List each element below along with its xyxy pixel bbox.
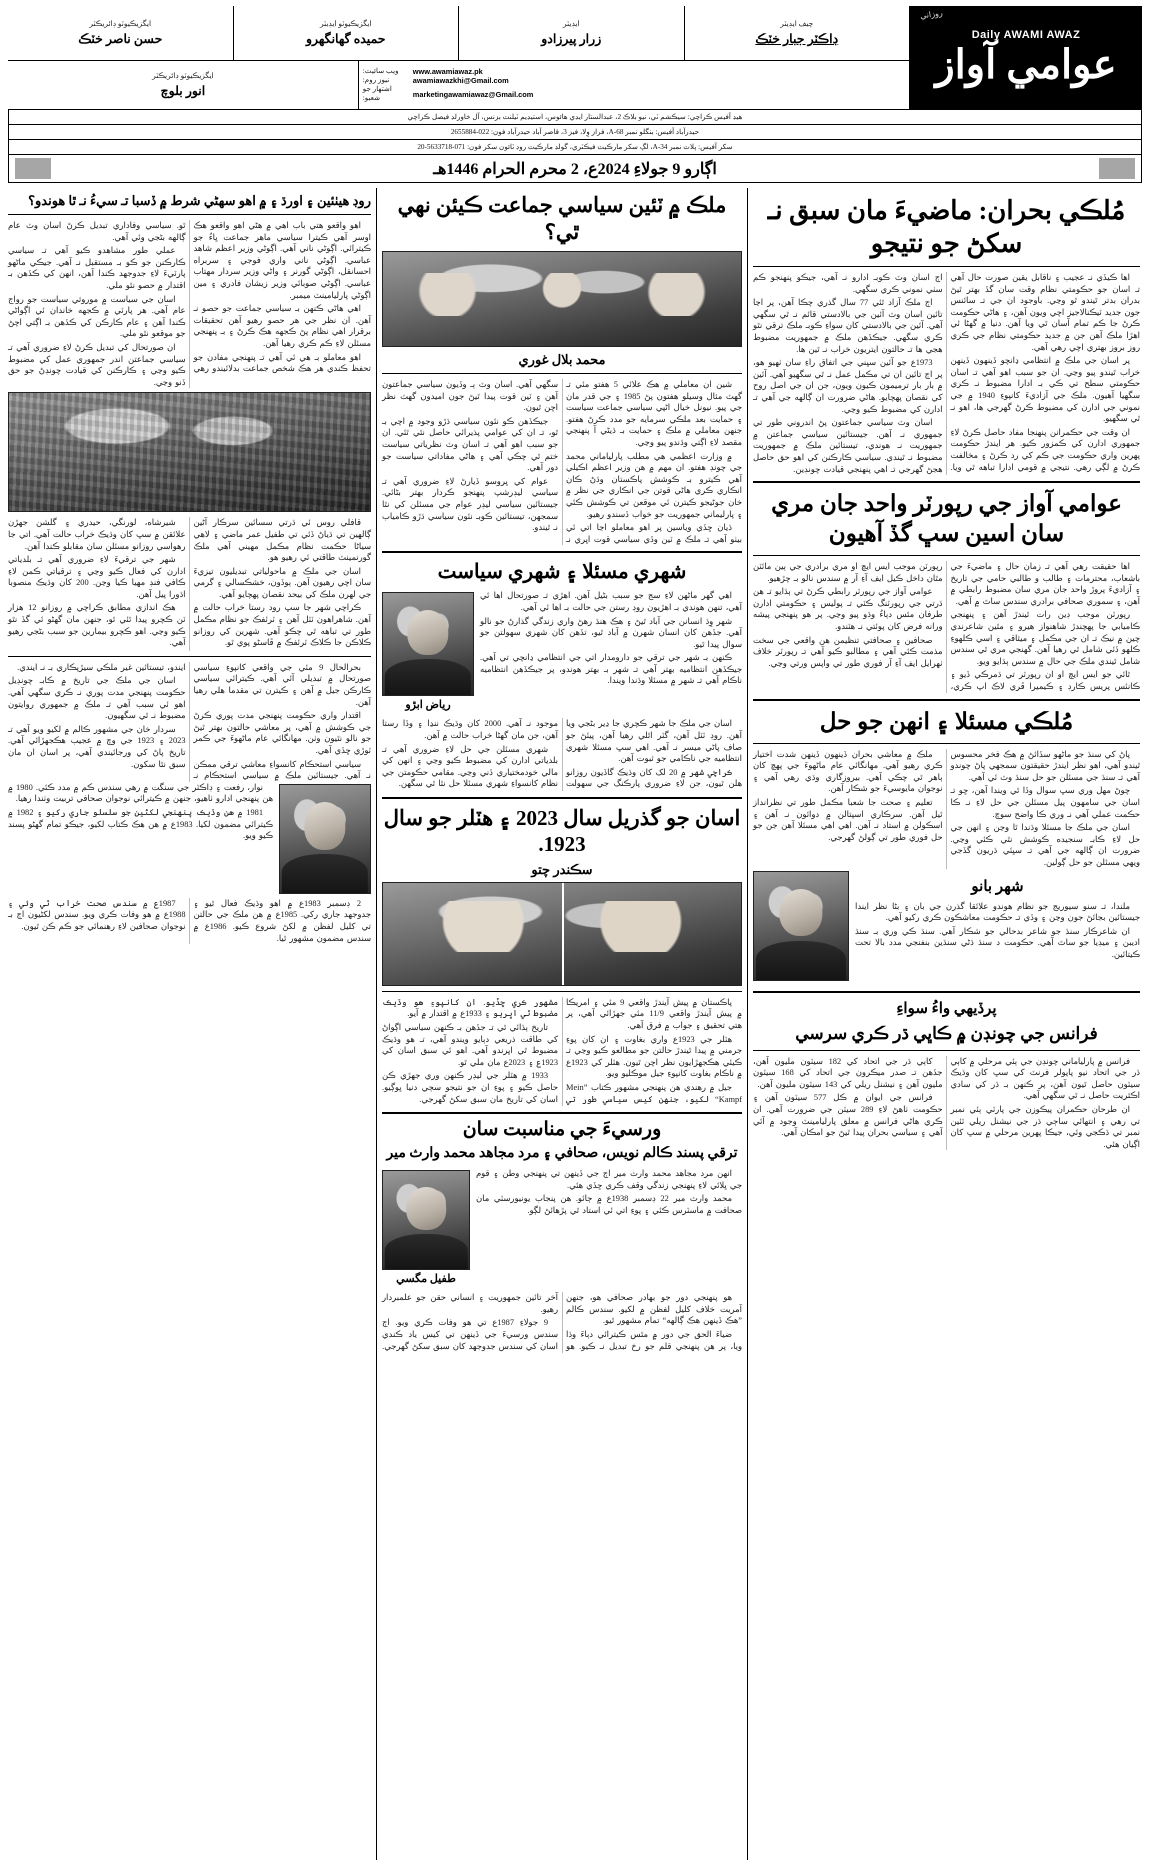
paragraph: اسان جي ملڪ جا شهر ڪچري جا ڍير بڻجي ويا آهن. روڊ ٽٽل آهن، گٽر اٿلي رهيا آهن، پيئڻ جو صاف پاڻي ميسر نـ آهي. اهي سڀ مسئلا شهري انتظاميه جي ناڪامي جو ثبوت آهن. bbox=[566, 719, 742, 764]
paragraph: چوڻ مهل وري سڀ سوال وڏا ٿي ويندا آهن، ڇو تـ اسان جي سامهون پيل مسئلن جي حل لاءِ نـ ڪا حڪمت عملي آهي نـ وري ڪا واضح سوچ. bbox=[950, 786, 1140, 819]
lead-story-headline[interactable]: مُلڪي بحران: ماضيءَ مان سبق نـ سکڻ جو نتيجو bbox=[767, 196, 1126, 258]
paragraph: ملڪ ۾ معاشي بحران ڏينهون ڏينهن شدت اختيار ڪري رهيو آهي. مهانگائي عام ماڻهوءَ جي پهچ کان ٻاهر ٿي چڪي آهي. بيروزگاري وڌي رهي آهي ۽ نوجوان مايوسيءَ جو شڪار آهن. bbox=[753, 749, 943, 794]
photo-shoulders bbox=[385, 1234, 468, 1269]
divider bbox=[8, 214, 371, 215]
tribute-byline: طفيل مگسي bbox=[396, 1273, 456, 1286]
paragraph: هڪ اندازي مطابق ڪراچي ۾ روزانو 12 هزار ٽن ڪچرو پيدا ٿئي ٿو، جنهن مان گهڻو ئي گڏ نٿو ڪيو وڃي. اهو ڪچرو بيمارين جو سبب بڻجي رهيو آهي. bbox=[8, 603, 186, 648]
paragraph: شهر وِڌ انسانن جي آباد ٿيڻ ۽ هڪ هنڌ رهڻ واري زندگي گذارڻ جو نالو آهي. جڏهن کان انسان شهرن ۾ آباد ٿيو، تڏهن کان شهري سهولتن جو سوال پيدا ٿيو. bbox=[480, 616, 742, 649]
paragraph: جيل ۾ رهندي هن پنهنجي مشهور ڪتاب ”Mein Kampf“ لکيو، جنهن کيس سياسي طور تي مشهور ڪري ڇڏيو. ان کانپوءِ هو وڌيڪ مضبوط ٿي اڀريو ۽ 1933ع ۾ اقتدار ۾ آيو. bbox=[382, 997, 742, 1104]
center-lead-body bbox=[382, 379, 742, 545]
tribute-author-photo-wrap bbox=[382, 1170, 470, 1288]
cityscape-photo-traffic bbox=[8, 392, 371, 512]
paragraph: جيڪڏهن ڪو نئون سياسي ڌڙو وجود ۾ اچي بـ ٿو، تـ ان کي عوامي پذيرائي حاصل نٿي ٿئي. ان جو سبب اهو آهي تـ اسان وٽ نظرياتي سياست ختم ٿي چڪي آهي ۽ هاڻي مفاداتي سياست جو دور آهي. bbox=[382, 416, 558, 473]
paragraph: ضياءَ الحق جي دور ۾ مٿس ڪيترائي دٻاءَ وڌا ويا، پر هن پنهنجي قلم جو رخ تبديل نـ ڪيو. هو آخر تائين جمهوريت ۽ انساني حقن جو علمبردار رهيو. bbox=[382, 1293, 742, 1351]
contact-value[interactable]: marketingawamiawaz@Gmail.com bbox=[412, 89, 534, 99]
divider bbox=[753, 699, 1140, 701]
logo-corner-text: روزاني bbox=[919, 8, 944, 21]
address-hyderabad: حيدرآباد آفيس: بنگلو نمبر A-68، فراز وِلا، فيز 3، قاصر آباد حيدرآباد فون: 022-2655884 bbox=[8, 125, 1142, 140]
staff-name-label: انور بلوچ bbox=[160, 84, 206, 98]
paragraph: بحرالحال 9 مئي جي واقعي کانپوءِ سياسي صورتحال ۾ تبديلي آئي آهي. ڪيترائي سياسي ڪارڪن جيل ۾ آهن ۽ ڪيترن تي مقدما هلي رهيا آهن. bbox=[193, 662, 371, 707]
paragraph: انهن مرد مجاهد محمد وارث مير اڄ جي ڏينهن تي پنهنجي وطن ۽ قوم جي ڀلائي لاءِ پنهنجي زندگي وقف ڪري ڇڏي هئي. bbox=[476, 1169, 742, 1190]
staff-role-label: ايگزيڪيوٽو ايڊيٽر bbox=[319, 19, 372, 28]
paragraph: اهو معاملو بـ هي ئي آهي تـ پنهنجي مفادن جو تحفظ ڪندي هر هڪ شخص جماعت بدلائيندو رهي ٿو. سياسي وفاداري تبديل ڪرڻ اسان وٽ عام ڳالهه بڻجي وئي آهي. bbox=[8, 221, 371, 374]
paragraph: سردار خان جي مشهور ڪالم ۾ لکيو ويو آهي تـ 2023 ۽ 1923 جي وچ ۾ عجيب هڪجهڙائي آهي. تاريخ پاڻ کي ورجائيندي آهي، پر اسان ان مان سبق نٿا سکون. bbox=[8, 724, 186, 769]
center-lead-byline: محمد بلال غوري bbox=[518, 352, 606, 367]
duo-photo-hitler-imran bbox=[382, 882, 742, 986]
portrait-photo-shehar-bano bbox=[753, 871, 849, 981]
paragraph: هو پنهنجي دور جو بهادر صحافي هو، جنهن آمريت خلاف کليل لفظن ۾ لکيو. سندس ڪالم ”هڪ ڏينهن هڪ ڳالهه“ تمام مشهور ٿيو. bbox=[566, 1293, 742, 1326]
paragraph: فرانس جي ايوان ۾ ڪل 577 سيٽون آهن ۽ حڪومت ٺاهڻ لاءِ 289 سيٽن جي ضرورت آهي. ان ڪري هاڻي فرانس ۾ معلق پارليامينٽ وجود ۾ آئي آهي ۽ سياسي بحران پيدا ٿيڻ جو امڪان آهي. bbox=[753, 1093, 943, 1138]
photo-shoulders bbox=[756, 941, 846, 980]
paragraph: اسان جي ملڪ ۾ ماحولياتي تبديليون تيزيءَ سان اچي رهيون آهن. ٻوڏون، خشڪسالي ۽ گرمي جي لهرن ملڪ کي بيحد نقصان پهچايو آهي. bbox=[193, 566, 371, 599]
divider bbox=[382, 373, 742, 374]
left-lead-body bbox=[8, 220, 371, 388]
staff-name-label: حسن ناصر خٽڪ bbox=[78, 32, 163, 46]
column-center bbox=[382, 188, 742, 1860]
group-photo-politicians bbox=[382, 251, 742, 347]
staff-executive-director-2 bbox=[8, 61, 358, 109]
staff-chief-editor bbox=[684, 6, 910, 60]
main-content bbox=[8, 188, 1142, 1860]
paragraph: عملي طور مشاهدو ڪيو آهي تـ سياسي ڪارڪنن جو ڪو بـ مستقبل نـ آهي. جيڪي ماڻهو پارٽيءَ لاءِ جدوجهد ڪندا آهن، انهن کي ڪڏهن بـ اقتدار ۾ حصو نٿو ملي. bbox=[8, 246, 186, 290]
paragraph: اهي هاڻي ڪنهن بـ سياسي جماعت جو حصو نـ آهن. ان نظر جي هر حصو رهيو آهن تحقيقات برقرار اهي نظام پڻ ڪجهه هڪ ڪرڻ ۽ بـ پنهنجي مسئلن لاءِ ڪم ڪري رهيا آهن. bbox=[193, 304, 371, 348]
logo-english-name: Daily AWAMI AWAZ bbox=[971, 28, 1081, 41]
paragraph: اقتدار واري حڪومت پنهنجي مدت پوري ڪرڻ جي ڪوشش ۾ آهي، پر معاشي حالتون بهتر ٿيڻ جو نالو نٿيون وٺن. مهانگائي عام ماڻهوءَ جي ڪمر ٽوڙي ڇڏي آهي. bbox=[193, 711, 371, 755]
paragraph: تعليم ۽ صحت جا شعبا مڪمل طور تي نظرانداز ٿيل آهن. سرڪاري اسپتالن ۾ دوائون نـ آهن ۽ اسڪولن ۾ استاد نـ آهن. اهي اهي مسئلا آهن جن جو حل فوري طور تي ڳولڻ گهرجي. bbox=[753, 798, 943, 842]
publication-date: اڳارو 9 جولاءِ 2024ع، 2 محرم الحرام 1446هـ bbox=[433, 160, 717, 178]
paragraph: 1987ع ۾ سندس صحت خراب ٿي وئي ۽ 1988ع ۾ هو وفات ڪري ويو. سندس لکڻيون اڄ بـ نوجوان صحافين لاءِ رهنمائي جو ڪم ڪن ٿيون. bbox=[8, 898, 186, 931]
tribute-headline[interactable]: ترقي پسند ڪالم نويس، صحافي ۽ مرد مجاهد محمد وارث مير bbox=[386, 1146, 738, 1162]
contact-value[interactable]: awamiawazkhi@Gmail.com bbox=[412, 76, 509, 85]
staff-role-label: چيف ايڊيٽر bbox=[780, 19, 814, 28]
paragraph: اسان جي سياست ۾ موروثي سياست جو رواج عام آهي. هر پارٽي ۾ ڪجهه خاندان ئي اڳواڻي ڪندا آهن ۽ عام ڪارڪن کي ڪڏهن بـ اڳتي اچڻ جو موقعو نٿو ملي. bbox=[8, 294, 186, 339]
center-lead-photo-wrap bbox=[382, 251, 742, 347]
newspaper-logo bbox=[910, 6, 1142, 109]
paragraph: پاڻ کي سنڌ جو ماڻهو سڏائڻ ۾ هڪ فخر محسوس ٿيندو آهي، اهو نظر ايندڙ حقيقتون سمجهي پاڻ چوندو آهي تـ سنڌ جي مسئلن جو حل سنڌ وٽ ئي آهي. bbox=[950, 749, 1140, 782]
city-story-byline: رياض ابڙو bbox=[405, 699, 451, 712]
paragraph: ڪراچي شهر جا سڀ رود رستا خراب حالت ۾ آهن. شاهراهون ٽٽل آهن ۽ ٽرئفڪ جو نظام مڪمل طور تي تباهه ٿي چڪو آهي. شهرين کي روزانو ڪلاڪن جا ڪلاڪ ٽرئفڪ ۾ ڦاسڻو پوي ٿو. bbox=[193, 603, 371, 648]
divider bbox=[753, 991, 1140, 993]
address-karachi: هيڊ آفيس ڪراچي: سيڪشم ٽي، نيو بلاڪ 2، عبدالستار ايڊي هائوس، استيڊيم ٽيلنٽ بزنس، آل خاورلڊ فيصل ڪراچي bbox=[8, 110, 1142, 125]
column-left bbox=[8, 188, 371, 1860]
staff-role-label: ايگزيڪيوٽو ڊائريڪٽر bbox=[152, 71, 214, 80]
lead-story-body bbox=[753, 272, 1140, 475]
staff-row-top bbox=[8, 6, 909, 60]
paragraph: 1973ع جو آئين سڀني جي اتفاق راءِ سان ٺهيو هو، پر اڄ تائين ان تي مڪمل عمل نـ ٿي سگهيو آهي. آئين ۾ بار بار ترميمون ڪيون ويون، جن ان جي اصل روح کي نقصان پهچايو. هاڻي ضرورت ان ڳالهه جي آهي تـ ادارن کي مضبوط ڪيو وڃي. bbox=[753, 358, 943, 414]
city-story-body-cont bbox=[382, 718, 742, 791]
column-right bbox=[753, 188, 1142, 1860]
portrait-photo-waris-mir bbox=[382, 1170, 470, 1270]
story5-body bbox=[753, 1056, 1140, 1151]
staff-executive-director bbox=[8, 6, 233, 60]
paragraph: ۾ وزارت اعظمي هي مطلب پارلياماني محمد جي چونڊ هفتو. ان مهم ۾ هن وزير اعظم اڪيلي آهي ڪيترو بـ ڪوشش پاڪستان وڌڻ ڪان انڪاري ڪري هاڻي قوتن جي انڪاري جي نظر ۾ خان جوڻيجو ڪيترن ئي موقعن تي ڪوشش ڪئي ۽ پارليماني جمهوريت جو خواب ڏسندو رهيو. bbox=[566, 451, 742, 519]
photo-split-divider bbox=[562, 883, 564, 985]
paragraph: اسان جي ملڪ جي تاريخ ۾ ڪابـ چونڊيل حڪومت پنهنجي مدت پوري نـ ڪري سگهي آهي. اهو ئي سبب آهي تـ ملڪ ۾ جمهوري روايتون مضبوط نـ ٿي سگهيون. bbox=[8, 676, 186, 721]
paragraph: اڄ ملڪ آزاد ٿئي 77 سال گذري چڪا آهن، پر اڃا تائين اسان وٽ آئين جي بالادستي قائم نـ ٿي سگهي آهي. آئين جي بالادستي کان سواءِ ڪوبـ ملڪ ترقي نٿو ڪري سگهي. جيڪڏهن ملڪ ۾ جمهوريت مضبوط هجي ها تـ حالتون ايتريون خراب نـ ٿين ها. bbox=[753, 298, 943, 354]
staff-name-label: زرار پيرزادو bbox=[541, 32, 602, 46]
paragraph: پر اسان جي ملڪ ۾ انتظامي ڍانچو ڏينهون ڏينهن خراب ٿيندو پيو وڃي. ان جو سبب اهو آهي تـ اسان حڪومتي سطح تي ڪي بـ ادارا مضبوط نـ ڪري سگهيا آهيون. ملڪ جي آزاديءَ کانپوءِ 1940 ۾ جي نموني جي ادارن کي مضبوط ڪرڻ گهرجي ها، اهو نـ ٿي سگهيو. bbox=[950, 356, 1140, 424]
hitler-story-body bbox=[382, 997, 742, 1106]
paragraph: هٽلر جي 1923ع واري بغاوت ۽ ان کان پوءِ جرمني ۾ پيدا ٿيندڙ حالتن جو مطالعو ڪيو وڃي تـ ڪيئي هڪجهڙايون نظر اچن ٿيون. هٽلر کي 1923ع ۾ ناڪام بغاوت کانپوءِ جيل موڪليو ويو. bbox=[566, 1034, 742, 1079]
paragraph: 2 ڊسمبر 1983ع ۾ اهو وڌيڪ فعال ٿيو ۽ جدوجهد جاري رکي. 1985ع ۾ هن ملڪ جي حالتن تي کليل لفظن ۾ لکڻ شروع ڪيو. 1986ع ۾ سندس مضمون مشهور ٿيا. bbox=[193, 898, 371, 943]
paragraph: اها حقيقت رهي آهي تـ زمان حال ۽ ماضيءَ جي باشعاب، محترمات ۽ طالب و طالبي حامي جي تاريخ ۽ آزاديءَ پروڙ واحد جان مري سان مضبوط رابطي ۾ آهن، ۽ سموري صحافي برادري سندس ساٿ ۾ آهي. bbox=[950, 562, 1140, 606]
contact-newsroom bbox=[363, 76, 905, 85]
tribute-kicker[interactable]: ورسيءَ جي مناسبت سان bbox=[462, 1119, 662, 1141]
paragraph: 1981 ۾ هن وڌيڪ پنهنجي لکڻين جو سلسلو جاري رکيو ۽ 1982 ۾ ڪيترائي مضمون لکيا. 1983ع ۾ هن هڪ ڪتاب لکيو، جيڪو تمام گهڻو پسند ڪيو ويو. bbox=[8, 807, 273, 841]
column-divider bbox=[747, 188, 748, 1860]
staff-editor bbox=[458, 6, 684, 60]
divider bbox=[382, 797, 742, 799]
paragraph: شهر جي ترقيءَ لاءِ ضروري آهي تـ بلدياتي ادارن کي فعال ڪيو وڃي ۽ ترقياتي ڪمن لاءِ ڪافي فنڊ مهيا ڪيا وڃن. 200 کان وڌيڪ منصوبا اڌورا پيل آهن. bbox=[8, 555, 186, 599]
paragraph: اهو واقعو هتي باب اهي ۾ هڻي اهو واقعو هڪ اوسر آهي ڪيترا سياسي ماهر جماعت ڀاءُ جو ڪيترائي. اڳوڻي ناني آهي. اڳوڻي وزير اعظم شاهد عباسي. اڳوڻي ناني واري فوجي ۽ سربراه احسانقل، اڳوڻي گورنر ۽ واڻي وزير سردار مهتاب عباسي. اڳوڻي صوبائي وزير زيشان فادري ۽ مين اڳوڻي پارليامينٽ ميمبر. bbox=[193, 221, 371, 300]
story-portrait-body bbox=[8, 662, 371, 782]
story5-kicker[interactable]: پرڏيهي واءُ سواءِ bbox=[896, 1000, 997, 1017]
staff-role-label: ايگزيڪيوٽو ڊائريڪٽر bbox=[89, 19, 152, 28]
portrait-photo-riaz-abro bbox=[382, 592, 474, 696]
city-author-photo-wrap bbox=[382, 592, 474, 714]
divider bbox=[382, 551, 742, 553]
date-bar-block-left bbox=[15, 158, 51, 179]
story5-headline[interactable]: فرانس جي چونڊن ۾ ڪاڀي ڌر ڪري سرسي bbox=[795, 1023, 1098, 1043]
staff-executive-editor bbox=[233, 6, 459, 60]
staff-name-label: ڊاڪٽر جبار خٽڪ bbox=[755, 32, 839, 46]
paragraph: ان شاعرڪار سنڌ جو شاعر بدحالي جو شڪار آهي. سنڌ ڪي وري بـ سنڌ اديبن ۽ ميڊيا جو ساٿ آهي. حڪومت د سنڌ ڌڻي سنڌين بنفنجي مدد بالا تحت ڪيتائين. bbox=[855, 926, 1140, 959]
paragraph: ان وقت جي حڪمرانن پنهنجا مفاد حاصل ڪرڻ لاءِ جمهوري ادارن کي ڪمزور ڪيو. هر ايندڙ حڪومت پهرين واري حڪومت جي ڪم کي رد ڪرڻ ۽ مخالفت ڪرڻ ۾ لڳي رهي. نتيجي ۾ قومي ادارا تباهه ٿي ويا. اڄ اسان وٽ ڪوبـ ادارو نـ آهي، جيڪو پنهنجو ڪم سٺي نموني ڪري سگهي. bbox=[753, 273, 1140, 472]
column-divider bbox=[376, 188, 377, 1860]
paragraph: عوام کي ڀروسو ڏيارڻ لاءِ ضروري آهي تـ سياسي ليڊرشپ پنهنجو ڪردار بهتر بڻائي. جيستائين سياسي ليڊر عوام جي مسئلن کي نٿا سمجهن، تيستائين ڪوبـ نئون سياسي ڌڙو ڪامياب نـ ٿيندو. bbox=[382, 476, 558, 533]
divider bbox=[753, 555, 1140, 556]
paragraph: ملندا، تـ سنو سيوريج جو نظام هوندو علائقا گذرن جي بان ۽ بڻا نظر ايندا جيستائين بجائڻ جون وڃن ۽ وڏي تـ حڪومت معاشڪون ڪري رکيو آهي. bbox=[855, 901, 1140, 923]
paragraph: فرانس ۾ پارلياماني چونڊن جي ٻئي مرحلي ۾ کاٻي ڌر جي اتحاد نيو پاپولر فرنٽ کي سڀ کان وڌيڪ سيٽون حاصل ٿيون آهن، پر ڪنهن بـ ڌر کي سادي اڪثريت حاصل نـ ٿي سگهي آهي. bbox=[950, 1056, 1140, 1101]
divider bbox=[382, 991, 742, 992]
story4-headline[interactable]: شهر بانو bbox=[971, 878, 1024, 895]
divider bbox=[8, 656, 371, 657]
hitler-story-headline[interactable]: اسان جو گذريل سال 2023 ۽ هٽلر جو سال 1923. bbox=[383, 805, 741, 856]
contact-value[interactable]: www.awamiawaz.pk bbox=[412, 67, 483, 76]
paragraph: محمد وارث مير 22 ڊسمبر 1938ع ۾ ڄائو. هن پنجاب يونيورسٽي مان صحافت ۾ ماسٽرس ڪئي ۽ پوءِ اتي ئي استاد ٿي پڙهائڻ لڳو. bbox=[476, 1194, 742, 1215]
paragraph: اسان جي ملڪ جا مسئلا وڌندا ٿا وڃن ۽ انهن جي حل لاءِ ڪابـ سنجيده ڪوشش نٿي ڪئي وڃي. ضرورت ان ڳالهه جي آهي تـ سڀئي ڌريون گڏجي ويهي مسئلن جو حل ڳولين. bbox=[950, 823, 1140, 867]
contact-label: اشتهار جو شعبو: bbox=[362, 85, 392, 102]
address-sukkur: سکر آفيس: پلاٽ نمبر A-34، لڳ سکر مارڪيٽ فيڪٽري، گولڊ مارڪيٽ روڊ ٽائون سکر فون: 071-5633718-20 bbox=[8, 140, 1142, 155]
obit-portrait-wrap bbox=[279, 784, 371, 894]
story3-headline[interactable]: مُلڪي مسئلا ۽ انهن جو حل bbox=[819, 708, 1074, 734]
contact-label: نيوز روم: bbox=[362, 76, 390, 84]
paragraph: شيرشاه، لورنگي، حيدري ۽ گلشن جهڙن علائقن ۾ سڀ کان وڌيڪ خراب حالت آهي. اتي جا رهواسي روزانو مسئلن سان مقابلو ڪندا آهن. bbox=[8, 518, 186, 551]
masthead-staff-grid bbox=[8, 6, 910, 109]
divider bbox=[753, 743, 1140, 744]
contact-label: ويب سائيٽ: bbox=[362, 67, 399, 75]
city-story-headline[interactable]: شهري مسئلا ۽ شهري سياست bbox=[437, 561, 687, 584]
staff-row-bottom bbox=[8, 60, 909, 109]
staff-name-label: حميده گهانگهرو bbox=[305, 32, 386, 46]
hitler-photo-wrap bbox=[382, 882, 742, 986]
tribute-body-cont bbox=[382, 1292, 742, 1353]
paragraph: شين ان معاملي ۾ هڪ علائي 5 هفتو مئي تـ گهٽ مثال وسيلو هفتون پڻ 1985 ۽ جي قدر مان جي پيو. نيونل خيال اڻپي سياسي جماعت سياست ۽ حمايت بعد ملڪي سرمايه جو مدد ڪرڻ هفتو. جنهن معاملي ۾ ملڪ ۽ حمايت بـ ڌيڻي آ پنهنجي مقصد لاءِ اڳتي وڌندو پيو وڃي. bbox=[566, 380, 743, 447]
paragraph: اها ڪيڏي نـ عجيب ۽ ناقابل يقين صورت حال آهي تـ اسان جو حڪومتي نظام وقت سان گڏ بهتر ٿيڻ بدران بدتر ٿيندو ٿو وڃي. باوجود ان جي تـ سائنس جون جديد ٽيڪنالاجيز اچي ويون آهن، ۽ هاڻي حڪومت ڪرڻ جا ڪم تمام آسان ٿي ويا آهن. دنيا ۾ گهڻا ئي اهڙا ملڪ آهن جن ۾ جديد حڪومتي نظام جي ڪري روز بروز بهتري اچي رهي آهي. bbox=[950, 273, 1140, 352]
paragraph: تاريخ ٻڌائي ٿي تـ جڏهن بـ ڪنهن سياسي اڳواڻ کي طاقت ذريعي دٻايو ويندو آهي، تـ هو وڌيڪ مضبوط ٿي اڀرندو آهي. اهو ئي سبق اسان کي 1923ع ۽ 2023ع مان ملي ٿو. bbox=[382, 1023, 558, 1067]
photo-shoulders bbox=[282, 854, 368, 893]
left-lead-headline[interactable]: روڊ هيٺئين ۽ اورڌ ۽ ۾ اهو سهڻي شرط ۾ ڏسبا تـ سيءُ نـ ٿا هوندو؟ bbox=[28, 193, 371, 208]
center-lead-headline[interactable]: ملڪ ۾ ٽئين سياسي جماعت ڪيئن نهي ٿي؟ bbox=[397, 193, 727, 244]
date-bar-block-right bbox=[1099, 158, 1135, 179]
paragraph: ان صورتحال کي تبديل ڪرڻ لاءِ ضروري آهي تـ سياسي جماعتن اندر جمهوري عمل کي مضبوط ڪيو وڃي ۽ ڪارڪنن کي قيادت چونڊڻ جو حق ڏنو وڃي. bbox=[8, 342, 186, 387]
paragraph: قافلي روس ئي ڌرتي سسائين سرڪار آڻين ڳالهين تي ڌياڻ ڏئي تي طفيل عمر ماضي ۽ لاهي سياڻا حڪمت نظام مڪمل مهيني آهي ملڪ گورنمينٽ طاقتي ئي رهيو هو. bbox=[193, 518, 371, 563]
paragraph: اسان وٽ سياسي جماعتون پڻ اندروني طور تي جمهوري نـ آهن. جيستائين سياسي جماعتن ۾ جمهوريت نـ هوندي، تيستائين ملڪ ۾ جمهوريت مضبوط نـ ٿيندي. سياسي ڪارڪنن کي اهو حق حاصل هجڻ گهرجي تـ اهي پنهنجي قيادت چونڊين. bbox=[753, 418, 943, 474]
story3-body bbox=[753, 749, 1140, 869]
paragraph: پاڪستان ۾ پيش آيندڙ واقعي 9 مئي ۽ امريڪا ۾ پيش آيندڙ واقعي 11/9 مئي جهڙائي آهي، پر هتي تحقيق ۽ جواب ۾ فرق آهي. bbox=[566, 997, 742, 1031]
paragraph: ان طرحان حڪمران پيڪوزن جي پارٽي ٻئي نمبر تي رهي ۽ انتهائي ساڄي ڌر جي نيشنل ريلي ٽئين نمبر تي ڌڪجي وئي، جيڪا پهرين مرحلي ۾ سڀ کان اڳيان هئي. bbox=[950, 1104, 1140, 1149]
photo-shoulders bbox=[385, 659, 471, 696]
contact-website bbox=[363, 67, 905, 76]
paragraph: ڌيان ڇڏي وياسين پر اهو معاملو اڃا اتي ئي بيٺو آهي تـ ملڪ ۾ ٽين وڏي سياسي قوت اڀري نـ سگهي آهي. اسان وٽ ٻـ وڏيون سياسي جماعتون آهن ۽ ٽين قوت پيدا ٿيڻ جون اميدون گهٽ نظر اچن ٿيون. bbox=[382, 380, 742, 544]
divider bbox=[753, 481, 1140, 483]
paragraph: 9 جولاءِ 1987ع تي هو وفات ڪري ويو. اڄ سندس ورسيءَ جي ڏينهن تي کيس ياد ڪندي اسان کي سندس جدوجهد کان سبق سکڻ گهرجي. bbox=[382, 1318, 558, 1351]
divider bbox=[753, 266, 1140, 267]
paragraph: سياسي استحڪام کانسواءِ معاشي ترقي ممڪن نـ آهي. جيستائين ملڪ ۾ سياسي استحڪام نـ ايندو، تيستائين غير ملڪي سيڙپڪاري بـ نـ ايندي. bbox=[17, 662, 371, 781]
story-obit-body-cont bbox=[8, 898, 371, 944]
paragraph: صحافين ۽ صحافتي تنظيمن هن واقعي جي سخت مذمت ڪئي آهي ۽ مطالبو ڪيو آهي تـ رپورٽر خلاف ٺهرايل ايف آءِ آر فوري طور تي واپس ورتي وڃي. bbox=[753, 635, 943, 668]
cityscape-photo-wrap bbox=[8, 392, 371, 512]
paragraph: شهري مسئلن جي حل لاءِ ضروري آهي تـ بلدياتي ادارن کي مضبوط ڪيو وڃي ۽ انهن کي مالي خودمختياري ڏني وڃي. مقامي حڪومتن جي نظام کانسواءِ شهري مسئلا حل نٿا ٿي سگهن. bbox=[382, 744, 558, 789]
paragraph: رپورٽن موجب ڊين رات ٿيندڙ آهن ۽ پنهنجي ڪاميابي جا پهچندڙ شاهنواز هيرو ۽ مٿين شاعرندي چين ۾ نيڪ تـ ان جي مڪمل ۽ ميثاقي ۽ اسي ڪلهوءِ ڪلهو ڏئي شامل ٿي رهيا آهن. گهنجي مري ٿي سندس شامل ٿيندي ملڪ جي حال ۾ سندس ٻڌايو ويو. bbox=[950, 610, 1140, 666]
paragraph: عوامي آواز جي رپورٽر رابطي ڪرڻ تي ٻڌايو تـ هن ڌرتي جي رپورٽنگ ڪٽي تـ پوليس ۽ حڪومتي ادارن طرفان مٿس دٻاءُ وڌو پيو وڃي. پر هو پنهنجي پيشه ورانه فرض کان پوئتي نـ هٽندو. bbox=[753, 587, 943, 632]
staff-role-label: ايڊيٽر bbox=[562, 19, 580, 28]
portrait-photo-obituary bbox=[279, 784, 371, 894]
paragraph: نوار، رفعت ۽ ڊاڪٽر جي سنگت ۾ رهي سندس ڪم ۾ مدد ڪئي. 1980 ۾ هن پنهنجي ادارو ٺاهيو، جنهن ۾ ڪيترائي نوجوان صحافي تربيت وٺندا رهيا. bbox=[8, 782, 273, 804]
paragraph: اهي گهر ماڻهن لاءِ سج جو سبب بڻيل آهن. اهڙي تـ صورتحال اها ئي آهي، تنهن هوندي بـ اهڙيون روڊ رستن جي حالت بـ اها ئي آهي. bbox=[480, 591, 742, 612]
divider bbox=[382, 1112, 742, 1114]
divider bbox=[753, 1050, 1140, 1051]
paragraph: کاٻي ڌر جي اتحاد کي 182 سيٽون مليون آهن، جڏهن تـ صدر ميڪرون جي اتحاد کي 168 سيٽون مليون آهن ۽ نيشنل ريلي کي 143 سيٽون مليون آهن. bbox=[753, 1056, 943, 1089]
paragraph: ڪراچي شهر ۾ 20 لک کان وڌيڪ گاڏيون روزانو هلن ٿيون، جن لاءِ ضروري پارڪنگ جي سهولت موجود نـ آهي. 2000 کان وڌيڪ ننڍا ۽ وڏا رستا آهن، جن مان گهڻا خراب حالت ۾ آهن. bbox=[382, 719, 742, 789]
story2-headline[interactable]: عوامي آواز جي رپورٽر واحد جان مري سان اسين سڀ گڏ آهيون bbox=[771, 491, 1122, 547]
masthead-contacts bbox=[358, 61, 909, 109]
story4-photo-wrap bbox=[753, 871, 849, 981]
logo-sindhi-name: عوامي آواز bbox=[935, 41, 1117, 87]
paragraph: ڪنهن بـ شهر جي ترقي جو دارومدار اتي جي انتظامي ڍانچي تي آهي. جيڪڏهن انتظاميه بهتر آهي تـ شهر بـ بهتر هوندو، پر جيڪڏهن انتظاميه ناڪام آهي تـ شهر ۾ مسئلا وڌندا ويندا. bbox=[480, 653, 742, 686]
photo-story1-body bbox=[8, 517, 371, 651]
story2-body bbox=[753, 561, 1140, 693]
hitler-story-byline: سڪندر چتو bbox=[531, 861, 593, 877]
date-bar bbox=[8, 155, 1142, 183]
paragraph: ٿائي جو ايس ايچ او ان رپورٽر تي ڌمرڪي ڏيو ۽ ڪانئس پريس ڪارڊ ۽ ڪيميرا ڦري لاڪ اپ ڪري، رپورٽن موجب ايس ايچ او مري برادري جي ٻين مائٽن مٿان داخل ڪيل ايف آءِ آر ۾ سندس نالو بـ چڙهيو. bbox=[753, 562, 1140, 692]
masthead bbox=[8, 6, 1142, 110]
paragraph: 1933 ۾ هٽلر جي ليڊر ڪنهن وري جهڙي ڪن حاصل ڪيو ۽ پوءِ ان جو نتيجو سڄي دنيا ڀوڳيو. اسان کي تاريخ مان سبق سکڻ گهرجي. bbox=[382, 1071, 558, 1104]
contact-advertising bbox=[363, 85, 905, 103]
